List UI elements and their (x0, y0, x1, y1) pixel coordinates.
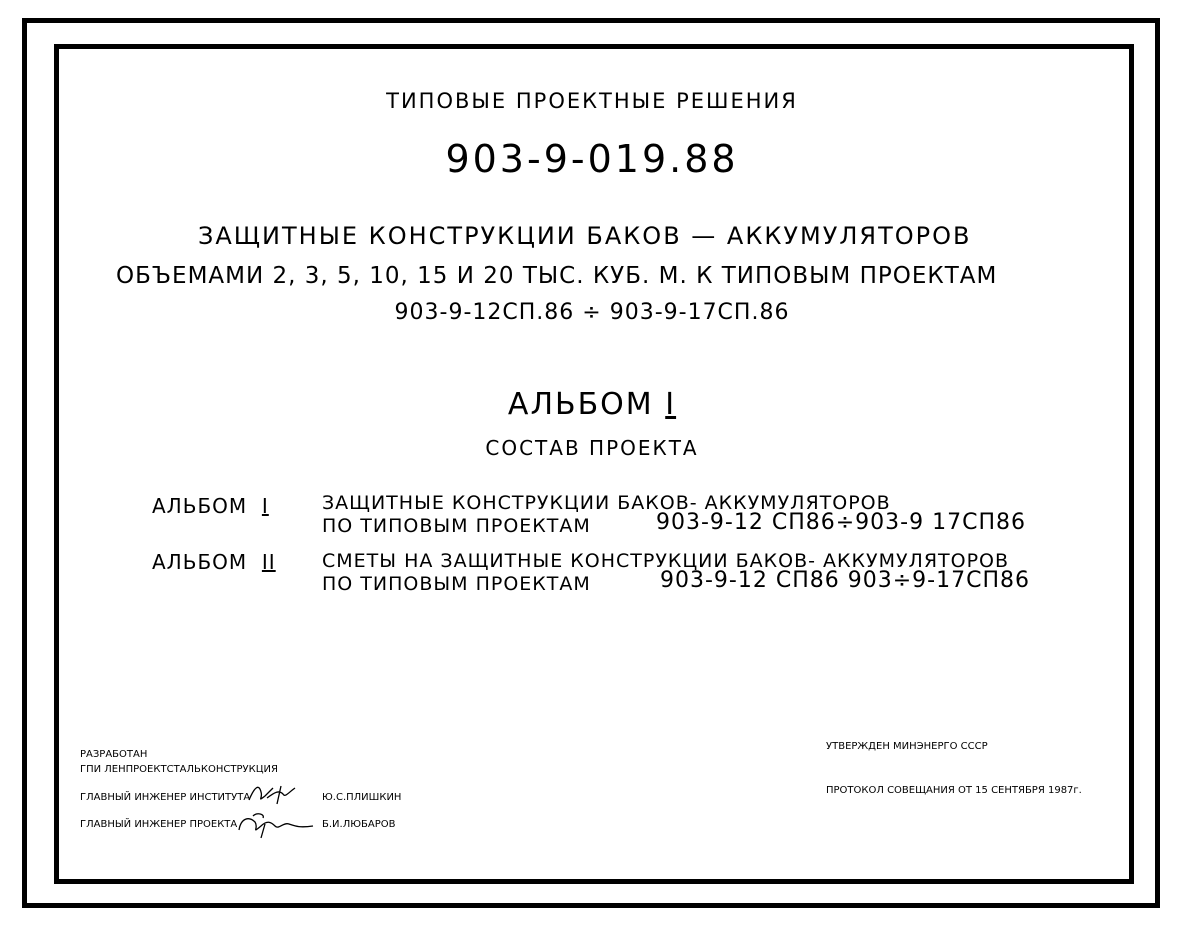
contents-row-1-numeral: I (261, 494, 269, 518)
album-numeral: I (665, 387, 677, 422)
series-title: ТИПОВЫЕ ПРОЕКТНЫЕ РЕШЕНИЯ (386, 89, 798, 113)
signature-lyubarov (235, 810, 317, 840)
contents-row-1-line-2: ПО ТИПОВЫМ ПРОЕКТАМ (322, 515, 591, 537)
contents-row-2-code: 903-9-12 СП86 903÷9-17СП86 (660, 568, 1030, 593)
organization: ГПИ ЛЕНПРОЕКТСТАЛЬКОНСТРУКЦИЯ (80, 764, 278, 775)
chief-engineer-project-label: ГЛАВНЫЙ ИНЖЕНЕР ПРОЕКТА (80, 819, 238, 830)
album-title (0, 387, 1184, 422)
album-subtitle: СОСТАВ ПРОЕКТА (485, 436, 699, 460)
chief-engineer-project-name: Б.И.ЛЮБАРОВ (322, 819, 396, 830)
contents-row-1-code: 903-9-12 СП86÷903-9 17СП86 (656, 510, 1026, 535)
contents-row-2-line-1: СМЕТЫ НА ЗАЩИТНЫЕ КОНСТРУКЦИИ БАКОВ- АККУМУЛЯТОРОВ (322, 550, 1010, 572)
chief-engineer-institute-name: Ю.С.ПЛИШКИН (322, 792, 402, 803)
contents-row-1-label: АЛЬБОМ I (152, 494, 269, 518)
contents-row-2-label: АЛЬБОМ II (152, 550, 276, 574)
album-title-text: АЛЬБОМ (507, 387, 654, 422)
chief-engineer-institute-label: ГЛАВНЫЙ ИНЖЕНЕР ИНСТИТУТА (80, 792, 251, 803)
protocol: ПРОТОКОЛ СОВЕЩАНИЯ ОТ 15 СЕНТЯБРЯ 1987г. (826, 785, 1082, 796)
subject-line-3: 903-9-12СП.86 ÷ 903-9-17СП.86 (394, 300, 790, 325)
contents-row-1-line-1: ЗАЩИТНЫЕ КОНСТРУКЦИИ БАКОВ- АККУМУЛЯТОРОВ (322, 492, 891, 514)
approved-by: УТВЕРЖДЕН МИНЭНЕРГО СССР (826, 741, 988, 752)
contents-row-2-numeral: II (261, 550, 276, 574)
subject-line-2: ОБЪЕМАМИ 2, 3, 5, 10, 15 И 20 ТЫС. КУБ. М. К ТИПОВЫМ ПРОЕКТАМ (116, 263, 998, 289)
subject-line-1: ЗАЩИТНЫЕ КОНСТРУКЦИИ БАКОВ — АККУМУЛЯТОРОВ (198, 222, 972, 250)
document-code: 903-9-019.88 (445, 137, 739, 181)
developed-label: РАЗРАБОТАН (80, 749, 148, 760)
signature-plishkin (245, 782, 305, 806)
contents-row-2-line-2: ПО ТИПОВЫМ ПРОЕКТАМ (322, 573, 591, 595)
